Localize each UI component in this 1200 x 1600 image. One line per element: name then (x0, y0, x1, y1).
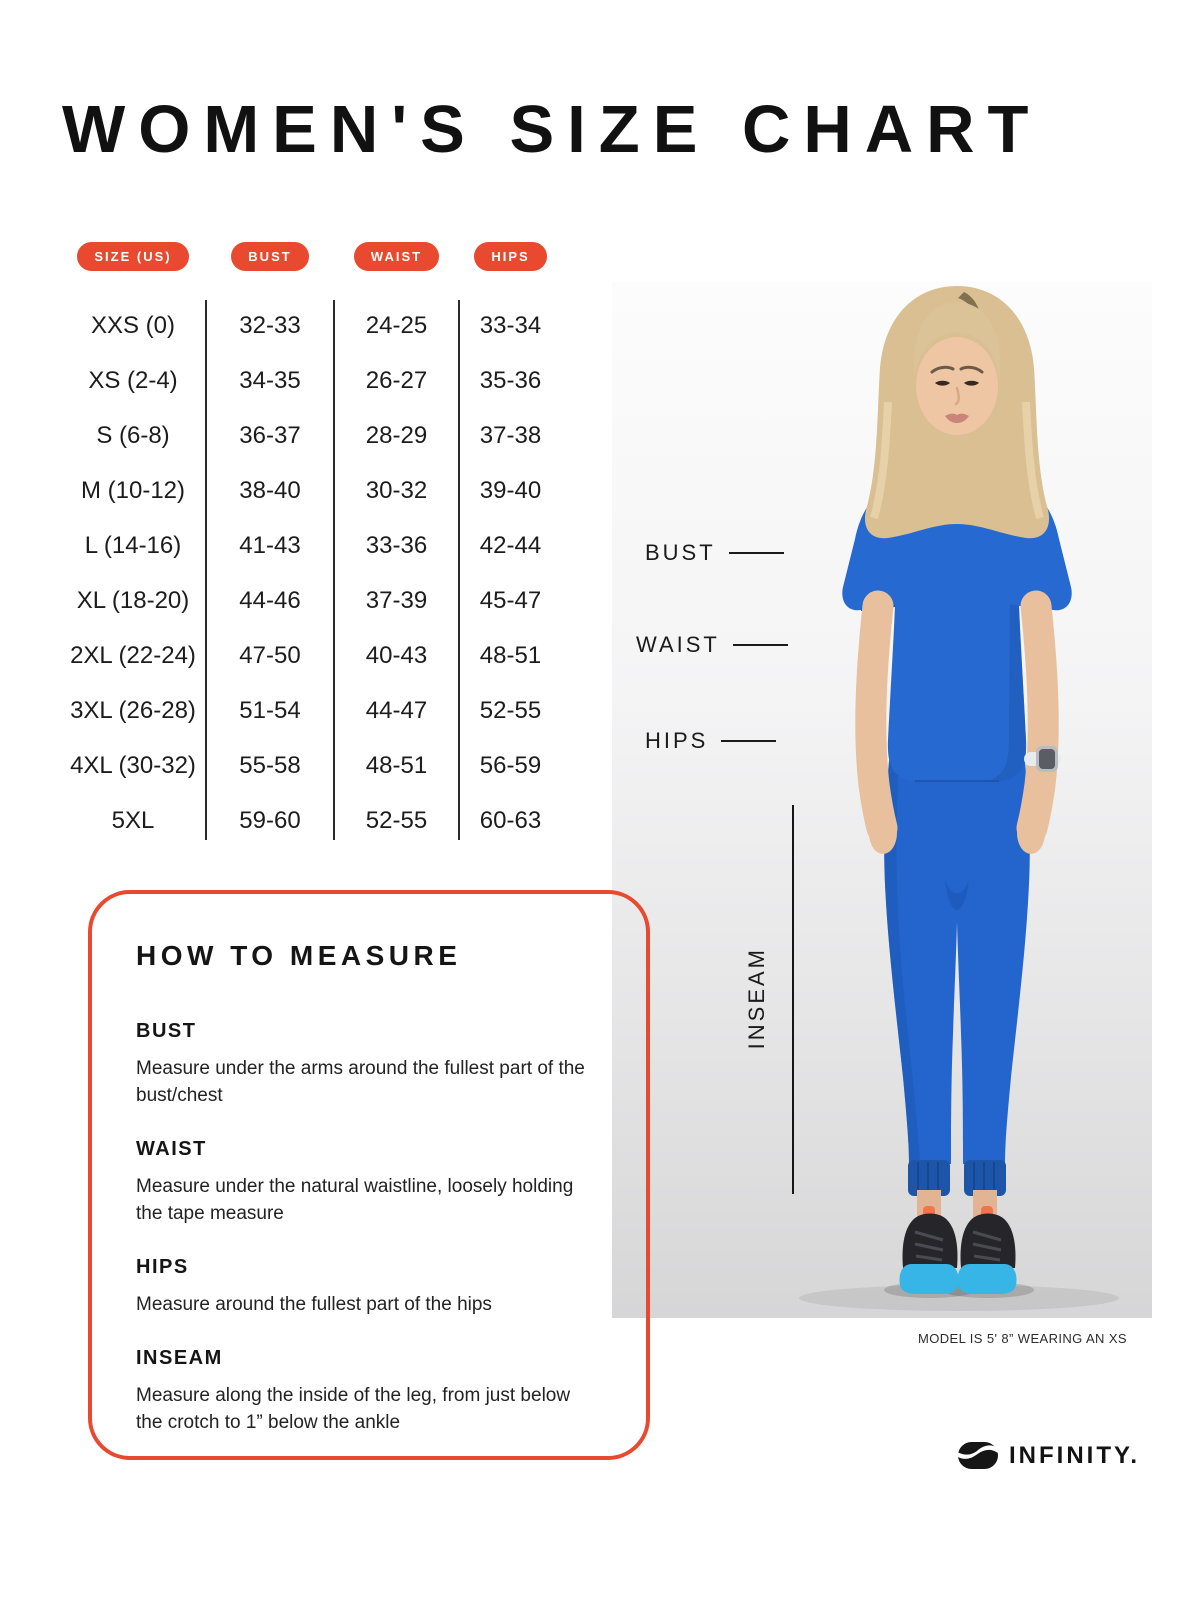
hips-cell: 33-34 (479, 311, 542, 339)
waist-cell: 52-55 (365, 806, 428, 834)
bust-callout (645, 540, 784, 566)
waist-cell: 30-32 (365, 476, 428, 504)
hips-callout-line (721, 740, 776, 742)
column-header-size: SIZE (US) (77, 242, 188, 271)
size-table-body (60, 298, 562, 848)
bust-cell: 36-37 (239, 421, 301, 449)
column-divider (333, 300, 335, 840)
size-table (60, 242, 562, 848)
size-cell: M (10-12) (80, 476, 186, 504)
table-row (60, 573, 562, 628)
table-row (60, 463, 562, 518)
bust-cell: 59-60 (239, 806, 301, 834)
infinity-loop-icon (957, 1441, 999, 1470)
hips-callout-label: HIPS (645, 728, 709, 753)
bust-cell: 47-50 (239, 641, 301, 669)
hips-cell: 60-63 (479, 806, 542, 834)
size-cell: S (6-8) (96, 421, 170, 449)
column-header-waist: WAIST (354, 242, 439, 271)
table-row (60, 298, 562, 353)
waist-cell: 44-47 (365, 696, 428, 724)
brand-wordmark: INFINITY. (1008, 1441, 1140, 1469)
waist-cell: 26-27 (365, 366, 428, 394)
measure-section-label-inseam: INSEAM (136, 1346, 223, 1369)
measure-section-text-inseam: Measure along the inside of the leg, from just below the crotch to 1” below the ankle (136, 1384, 571, 1433)
waist-cell: 37-39 (365, 586, 428, 614)
model-illustration (612, 282, 1152, 1318)
waist-cell: 24-25 (365, 311, 428, 339)
hips-cell: 52-55 (479, 696, 542, 724)
measure-section-label-hips: HIPS (136, 1255, 189, 1278)
column-divider (458, 300, 460, 840)
bust-cell: 32-33 (239, 311, 301, 339)
hips-cell: 35-36 (479, 366, 542, 394)
measure-section-text-bust: Measure under the arms around the fullest part of the bust/chest (136, 1058, 585, 1106)
measure-section-label-bust: BUST (136, 1020, 197, 1042)
table-row (60, 408, 562, 463)
measure-section-label-waist: WAIST (136, 1137, 207, 1160)
brand-logo (957, 1441, 1140, 1470)
bust-callout-line (729, 552, 784, 554)
measure-section-text-hips: Measure around the fullest part of the hips (136, 1293, 492, 1315)
bust-cell: 34-35 (239, 366, 301, 394)
table-row (60, 628, 562, 683)
size-cell: XS (2-4) (88, 366, 178, 394)
hips-callout (645, 728, 776, 754)
waist-cell: 40-43 (365, 641, 428, 669)
column-header-hips: HIPS (474, 242, 546, 271)
inseam-callout-label: INSEAM (744, 947, 769, 1050)
table-row (60, 738, 562, 793)
waist-callout-line (733, 644, 788, 646)
table-row (60, 353, 562, 408)
model-caption: MODEL IS 5' 8” WEARING AN XS (918, 1331, 1127, 1346)
table-row (60, 683, 562, 738)
hips-cell: 37-38 (479, 421, 542, 449)
column-divider (205, 300, 207, 840)
size-table-header-row (60, 242, 562, 271)
bust-cell: 38-40 (239, 476, 301, 504)
size-cell: 3XL (26-28) (70, 696, 196, 724)
inseam-callout-line (792, 805, 794, 1194)
waist-cell: 48-51 (365, 751, 428, 779)
size-cell: 4XL (30-32) (70, 751, 196, 779)
measure-section-text-waist: Measure under the natural waistline, loosely holding the tape measure (136, 1175, 574, 1224)
hips-cell: 39-40 (479, 476, 542, 504)
waist-callout-label: WAIST (636, 632, 720, 657)
waist-callout (636, 632, 788, 658)
size-cell: 5XL (111, 806, 155, 834)
table-row (60, 793, 562, 848)
bust-cell: 51-54 (239, 696, 301, 724)
hips-cell: 45-47 (479, 586, 542, 614)
size-cell: XXS (0) (90, 311, 176, 339)
waist-cell: 33-36 (365, 531, 428, 559)
bust-callout-label: BUST (645, 540, 716, 565)
size-cell: 2XL (22-24) (70, 641, 196, 669)
size-cell: XL (18-20) (76, 586, 190, 614)
hips-cell: 56-59 (479, 751, 542, 779)
size-cell: L (14-16) (84, 531, 182, 559)
bust-cell: 41-43 (239, 531, 301, 559)
how-to-measure-box (88, 890, 650, 1460)
model-photo-panel (612, 282, 1152, 1318)
hips-cell: 48-51 (479, 641, 542, 669)
table-row (60, 518, 562, 573)
how-to-measure-heading: HOW TO MEASURE (136, 940, 462, 971)
column-header-bust: BUST (231, 242, 308, 271)
page-title: WOMEN'S SIZE CHART (62, 92, 1042, 167)
bust-cell: 55-58 (239, 751, 301, 779)
waist-cell: 28-29 (365, 421, 428, 449)
bust-cell: 44-46 (239, 586, 301, 614)
hips-cell: 42-44 (479, 531, 542, 559)
